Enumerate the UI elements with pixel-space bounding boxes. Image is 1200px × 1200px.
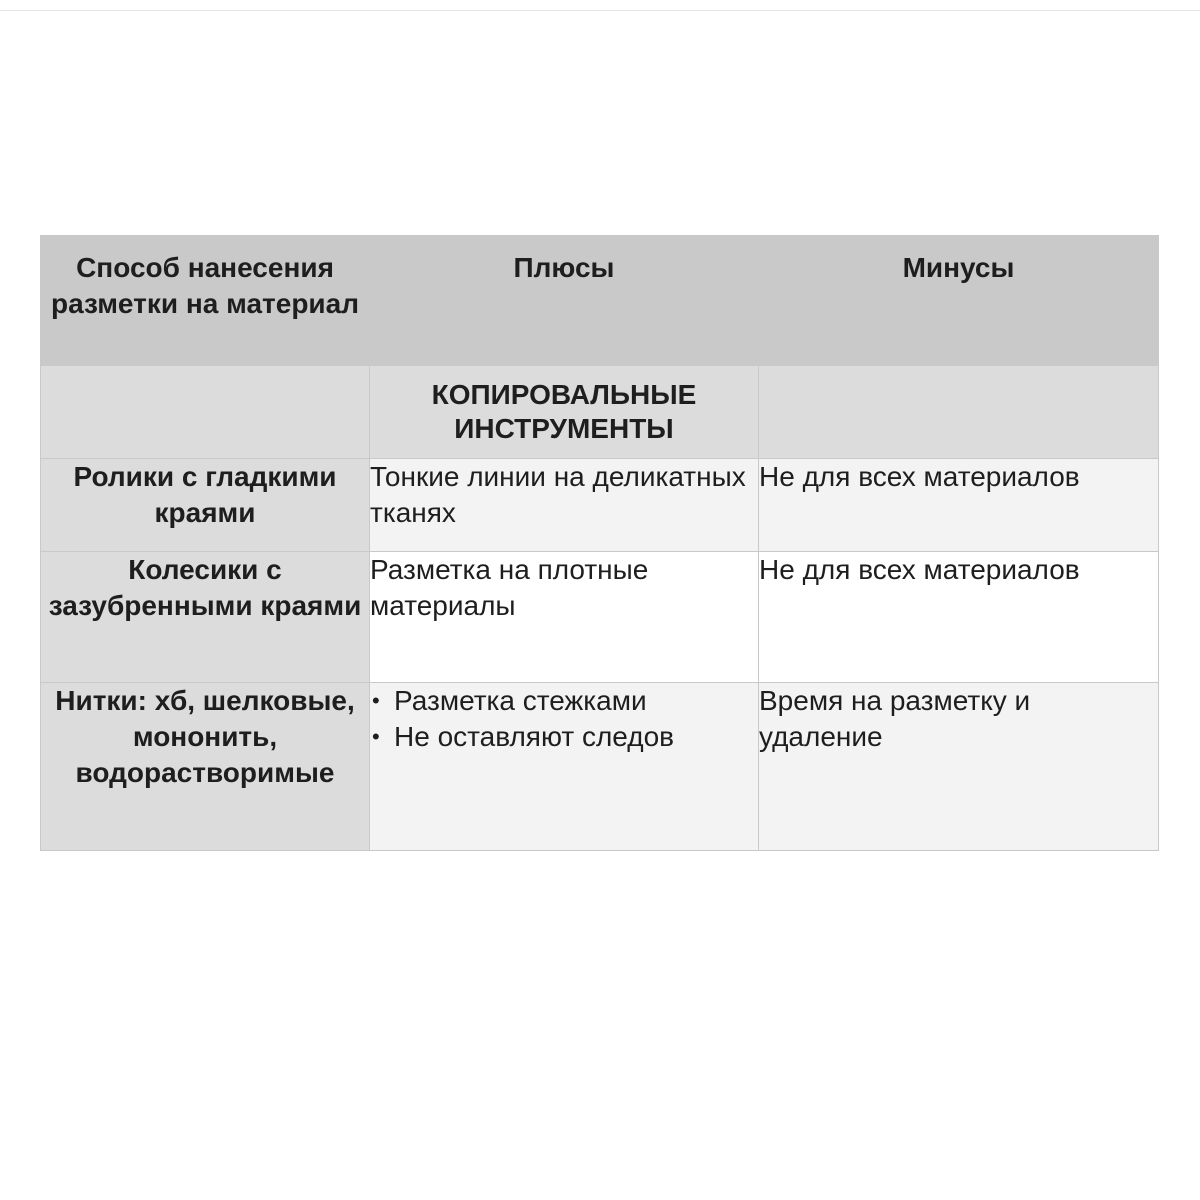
method-cell: Нитки: хб, шелковые, мононить, водорастворимые <box>41 683 370 851</box>
list-item-text: Разметка стежками <box>394 685 647 716</box>
header-cons: Минусы <box>759 236 1159 366</box>
list-item <box>370 719 758 755</box>
list-item-text: Не оставляют следов <box>394 721 675 752</box>
pros-bullet-list <box>370 683 758 755</box>
method-cell: Ролики с гладкими краями <box>41 459 370 552</box>
table-row <box>41 552 1159 683</box>
table-header-row <box>41 236 1159 366</box>
pros-cell <box>370 683 759 851</box>
pros-cell: Тонкие линии на деликатных тканях <box>370 459 759 552</box>
header-pros: Плюсы <box>370 236 759 366</box>
pros-cell: Разметка на плотные материалы <box>370 552 759 683</box>
section-row <box>41 366 1159 459</box>
table-row <box>41 683 1159 851</box>
section-empty-right <box>759 366 1159 459</box>
cons-cell: Не для всех материалов <box>759 459 1159 552</box>
top-divider <box>0 10 1200 11</box>
header-method: Способ нанесения разметки на материал <box>41 236 370 366</box>
list-item <box>370 683 758 719</box>
cons-cell: Не для всех материалов <box>759 552 1159 683</box>
comparison-table <box>40 235 1159 851</box>
bullet-icon: • <box>372 724 380 749</box>
table-row <box>41 459 1159 552</box>
bullet-icon: • <box>372 688 380 713</box>
method-cell: Колесики с зазубренными краями <box>41 552 370 683</box>
section-empty-left <box>41 366 370 459</box>
section-title: КОПИРОВАЛЬНЫЕ ИНСТРУМЕНТЫ <box>370 366 759 459</box>
cons-cell: Время на разметку и удаление <box>759 683 1159 851</box>
